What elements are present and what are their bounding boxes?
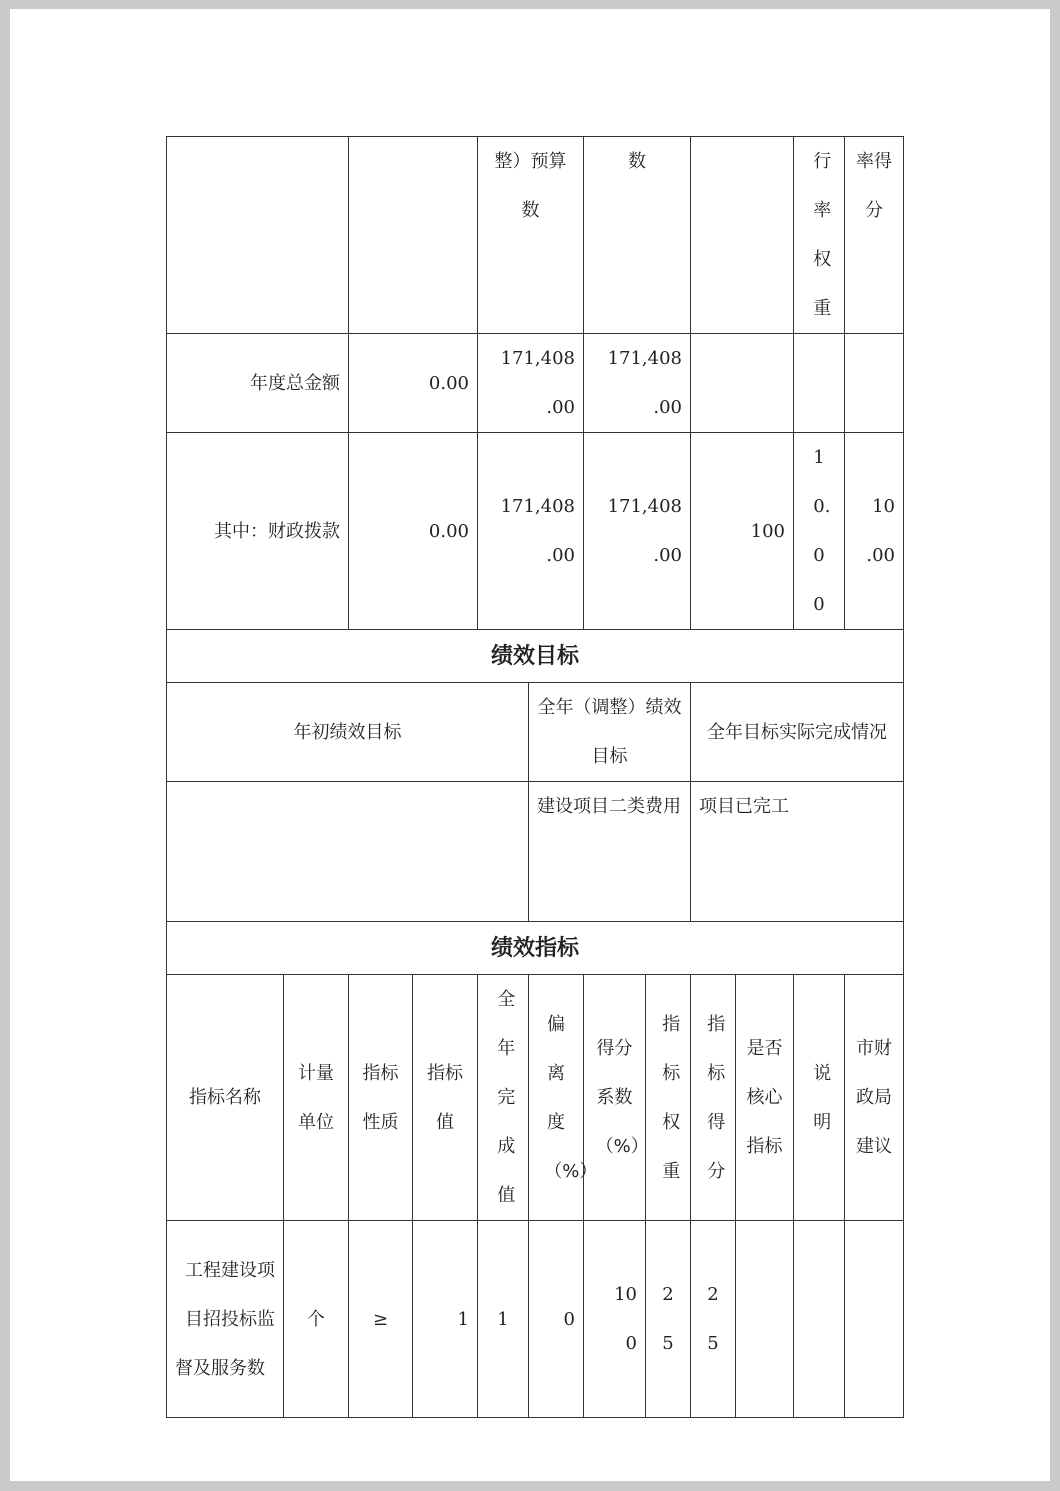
exec-score-line1: 10 xyxy=(872,496,895,517)
ind-header-weight: 指标权重 xyxy=(646,975,691,1221)
indicators-header-row xyxy=(167,975,904,1221)
actual-amount-line2: .00 xyxy=(653,397,682,418)
exec-weight: 10.00 xyxy=(794,433,845,630)
row-label: 年度总金额 xyxy=(167,334,349,433)
goals-adjusted-text: 建设项目二类费用 xyxy=(529,782,691,922)
ind-deviation: 0 xyxy=(529,1221,584,1418)
adjusted-budget-line2: .00 xyxy=(546,397,575,418)
header-actual: 数 xyxy=(584,137,691,334)
header-exec-weight: 行率权重 xyxy=(794,137,845,334)
ind-header-unit: 计量单位 xyxy=(284,975,349,1221)
goals-title-row xyxy=(167,630,904,683)
performance-table xyxy=(166,136,904,1418)
budget-row-fiscal xyxy=(167,433,904,630)
header-exec-score: 率得分 xyxy=(845,137,904,334)
row-label: 其中：财政拨款 xyxy=(167,433,349,630)
indicator-row xyxy=(167,1221,904,1418)
ind-weight: 25 xyxy=(646,1221,691,1418)
actual-amount xyxy=(584,334,691,433)
ind-header-coef: 得分系数（%） xyxy=(584,975,646,1221)
goals-header-row xyxy=(167,683,904,782)
ind-header-note: 说明 xyxy=(794,975,845,1221)
actual-amount-line2: .00 xyxy=(653,545,682,566)
adjusted-budget xyxy=(478,334,584,433)
document-page xyxy=(10,9,1050,1481)
ind-coef: 100 xyxy=(584,1221,646,1418)
goals-col-initial: 年初绩效目标 xyxy=(167,683,529,782)
goals-section-title: 绩效目标 xyxy=(167,630,904,683)
exec-score xyxy=(845,433,904,630)
ind-header-completion: 全年完成值 xyxy=(478,975,529,1221)
exec-weight xyxy=(794,334,845,433)
indicators-section-title: 绩效指标 xyxy=(167,922,904,975)
adjusted-budget xyxy=(478,433,584,630)
header-adjusted-budget: 整）预算数 xyxy=(478,137,584,334)
goals-actual-text: 项目已完工 xyxy=(691,782,904,922)
goals-col-actual: 全年目标实际完成情况 xyxy=(691,683,904,782)
ind-header-value: 指标值 xyxy=(413,975,478,1221)
indicators-title-row xyxy=(167,922,904,975)
initial-budget: 0.00 xyxy=(349,334,478,433)
adjusted-budget-line1: 171,408 xyxy=(500,496,575,517)
actual-amount-line1: 171,408 xyxy=(607,496,682,517)
exec-score xyxy=(845,334,904,433)
ind-header-core: 是否核心指标 xyxy=(736,975,794,1221)
ind-header-name: 指标名称 xyxy=(167,975,284,1221)
ind-name: 工程建设项目招投标监督及服务数 xyxy=(167,1221,284,1418)
ind-header-deviation: 偏离度（%） xyxy=(529,975,584,1221)
ind-note xyxy=(794,1221,845,1418)
goals-col-adjusted: 全年（调整）绩效目标 xyxy=(529,683,691,782)
ind-header-advice: 市财政局建议 xyxy=(845,975,904,1221)
header-cell-blank-3 xyxy=(691,137,794,334)
adjusted-budget-line1: 171,408 xyxy=(500,348,575,369)
actual-amount xyxy=(584,433,691,630)
exec-rate: 100 xyxy=(691,433,794,630)
ind-unit: 个 xyxy=(284,1221,349,1418)
ind-header-nature: 指标性质 xyxy=(349,975,413,1221)
ind-value: 1 xyxy=(413,1221,478,1418)
ind-header-score: 指标得分 xyxy=(691,975,736,1221)
budget-row-total xyxy=(167,334,904,433)
exec-rate xyxy=(691,334,794,433)
goals-initial-text xyxy=(167,782,529,922)
header-cell-blank-1 xyxy=(167,137,349,334)
initial-budget: 0.00 xyxy=(349,433,478,630)
ind-score: 25 xyxy=(691,1221,736,1418)
ind-nature: ≥ xyxy=(349,1221,413,1418)
ind-completion: 1 xyxy=(478,1221,529,1418)
budget-header-row xyxy=(167,137,904,334)
header-cell-blank-2 xyxy=(349,137,478,334)
actual-amount-line1: 171,408 xyxy=(607,348,682,369)
exec-score-line2: .00 xyxy=(866,545,895,566)
adjusted-budget-line2: .00 xyxy=(546,545,575,566)
ind-advice xyxy=(845,1221,904,1418)
goals-content-row xyxy=(167,782,904,922)
ind-core xyxy=(736,1221,794,1418)
